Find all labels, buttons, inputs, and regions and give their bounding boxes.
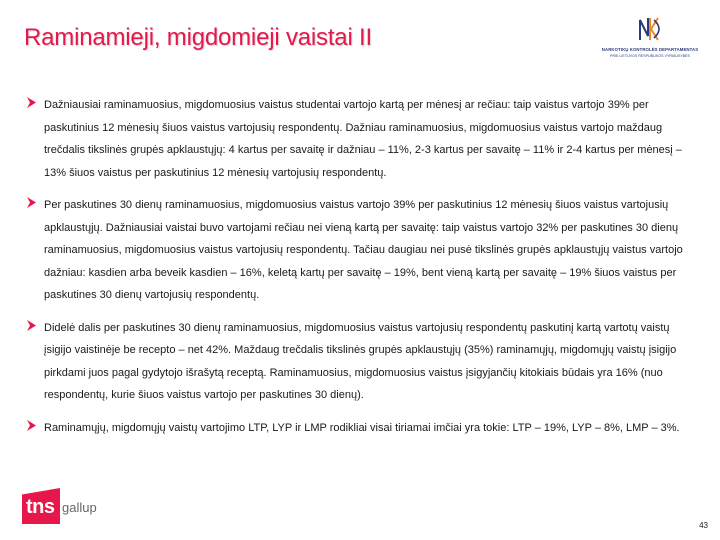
nkd-mark-icon xyxy=(634,14,666,44)
arrow-bullet-icon xyxy=(26,319,37,332)
bullet-text: Raminamųjų, migdomųjų vaistų vartojimo LTP, LYP ir LMP rodikliai visai tiriamai imčiai yra tokie: LTP – 19%, LYP – 8%, LMP – 3%. xyxy=(44,421,680,434)
bullet-item xyxy=(24,417,684,440)
bullet-list xyxy=(24,94,684,449)
bullet-item xyxy=(24,194,684,307)
bullet-text: Dažniausiai raminamuosius, migdomuosius vaistus studentai vartojo kartą per mėnesį ar rečiau: taip vaistus vartojo 39% per paskutinius 12 mėnesių šiuos vaistus vartojusių respondentų. Dažniau raminamuosius, migdomuosius vaistus vartojo maždaug trečdalis tikslinės grupės apklaustųjų: 4 kartus per savaitę ir dažniau – 11%, 2-3 kartus per savaitę – 11% ir 2-4 kartus per mėnesį – 13% šiuos vaistus per paskutinius 12 mėnesių vartojusių respondentų. xyxy=(44,99,682,179)
tns-logo-text: tns xyxy=(26,496,55,518)
bullet-item xyxy=(24,94,684,184)
bullet-text: Didelė dalis per paskutines 30 dienų raminamuosius, migdomuosius vaistus vartojusių respondentų paskutinį kartą vartotų vaistų įsigijo vaistinėje be recepto – net 42%. Maždaug trečdalis tikslinės grupės apklaustųjų (35%) raminamųjų, migdomųjų vaistų įsigijo pirkdami juos pagal gydytojo išrašytą receptą. Raminamuosius, migdomuosius vaistus įsigyjančių kitokiais būdais yra 16% (nuo respondentų, kurie šiuos vaistus vartojo per paskutines 30 dienų). xyxy=(44,321,677,401)
bullet-item xyxy=(24,317,684,407)
gallup-logo-text: gallup xyxy=(62,500,97,515)
arrow-bullet-icon xyxy=(26,196,37,209)
nkd-logo-line1: NARKOTIKŲ KONTROLĖS DEPARTAMENTAS xyxy=(601,47,699,52)
arrow-bullet-icon xyxy=(26,96,37,109)
arrow-bullet-icon xyxy=(26,419,37,432)
tns-gallup-logo xyxy=(22,488,122,528)
nkd-logo-line2: PRIE LIETUVOS RESPUBLIKOS VYRIAUSYBĖS xyxy=(610,54,690,58)
slide-title: Raminamieji, migdomieji vaistai II xyxy=(24,24,372,51)
bullet-text: Per paskutines 30 dienų raminamuosius, migdomuosius vaistus vartojo 39% per paskutinius 12 mėnesių šiuos vaistus vartojusių apklaustųjų. Dažniausiai vaistai buvo vartojami rečiau nei vieną kartą per savaitę: taip vaistus vartojo 32% per paskutines 30 dienų raminamuosius, migdomuosius vaistus vartojusių respondentų. Tačiau daugiau nei pusė tikslinės grupės apklaustųjų vaistus vartojo dažniau: kasdien arba beveik kasdien – 16%, keletą kartų per savaitę – 19%, bent vieną kartą per savaitę – 19% šiuos vaistus per paskutines 30 dienų vartojusių respondentų. xyxy=(44,199,683,301)
page-number: 43 xyxy=(699,521,708,530)
nkd-logo xyxy=(600,14,700,66)
